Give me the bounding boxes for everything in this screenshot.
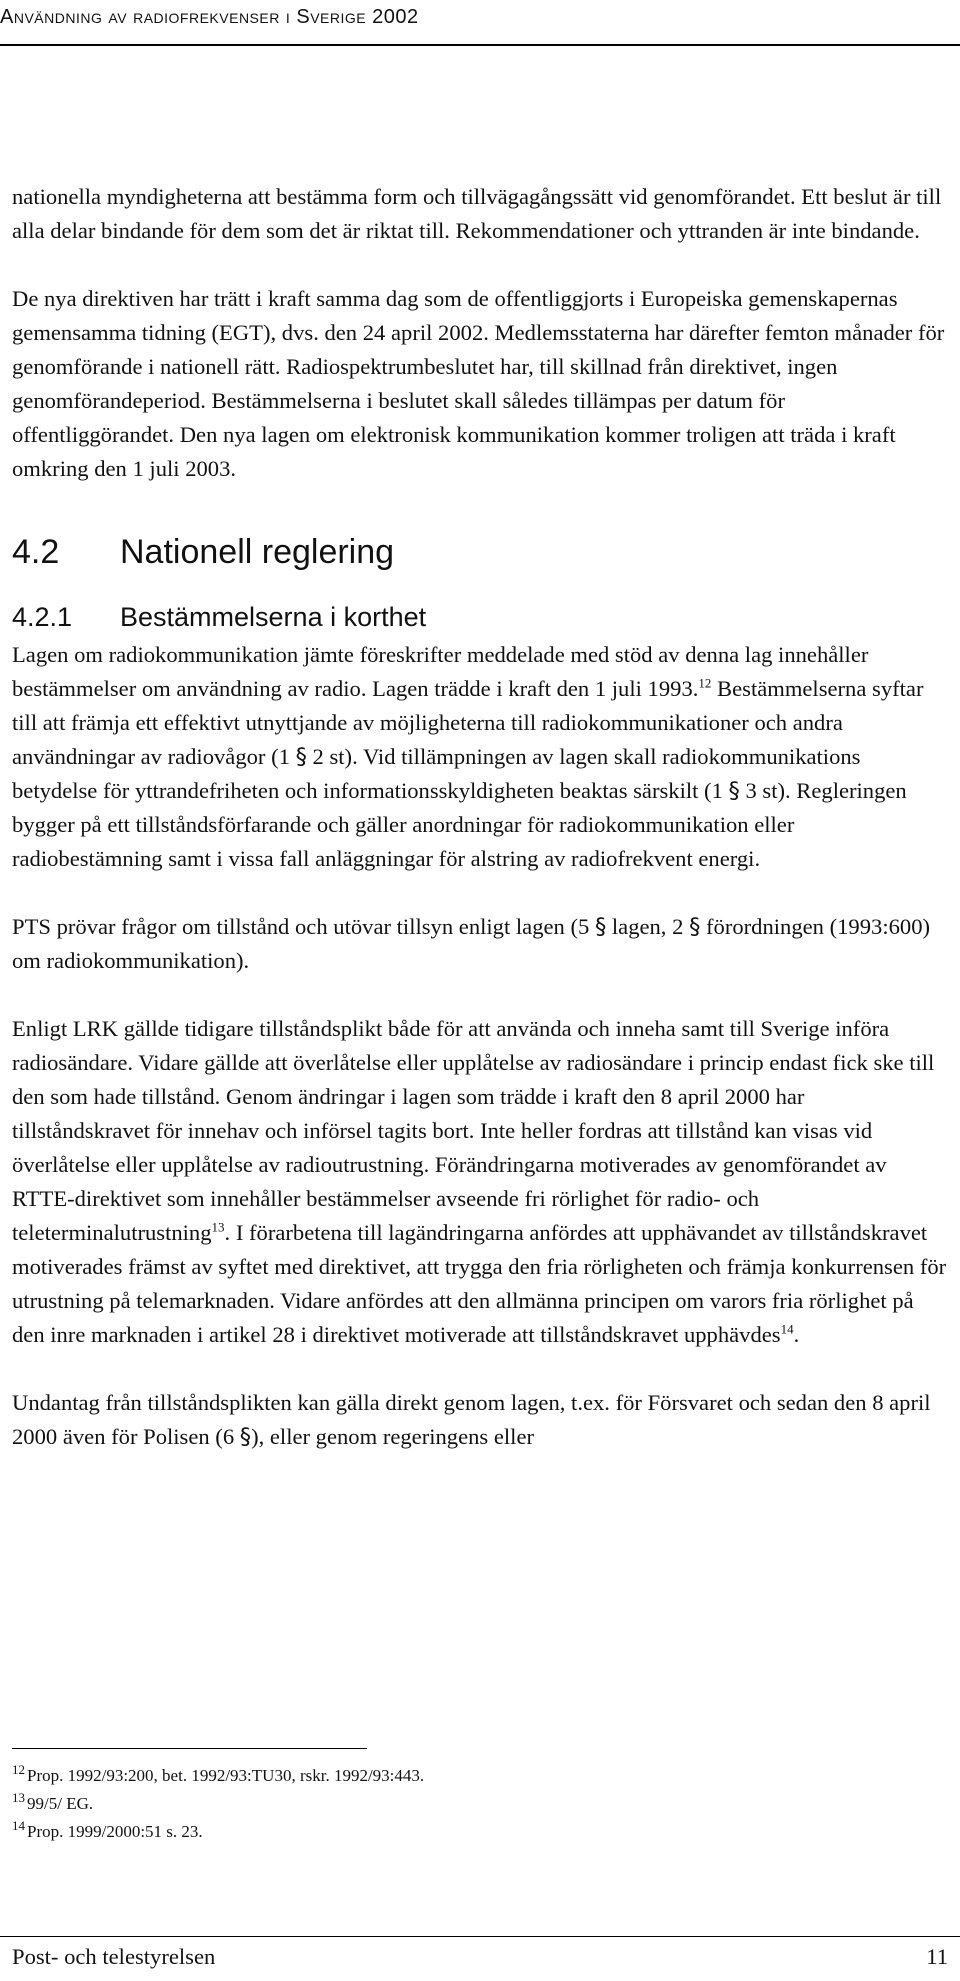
footnote-ref[interactable]: 13 <box>211 1219 225 1235</box>
subsection-heading <box>12 600 947 634</box>
section-number: 4.2 <box>12 533 60 571</box>
section-title: Nationell reglering <box>120 533 395 571</box>
footnotes <box>12 1762 947 1846</box>
footnote: $^{13}$ 99/5/ EG. <box>12 1790 94 1813</box>
subsection-number: 4.2.1 <box>12 602 73 632</box>
footnote: $^{12}$ Prop. 1992/93:200, bet. 1992/93:TU30, rskr. 1992/93:443. <box>12 1762 425 1785</box>
page-header <box>0 0 960 46</box>
body-text <box>12 180 947 1454</box>
running-title: Användning av radiofrekvenser i Sverige 2002 <box>0 6 419 28</box>
section-heading <box>12 532 947 572</box>
paragraph: PTS prövar frågor om tillstånd och utövar tillsyn enligt lagen (5 § lagen, 2 § förordningen (1993:600) om radiokommunikation). <box>12 914 931 973</box>
paragraph: Enligt LRK gällde tidigare tillståndsplikt både för att använda och inneha samt till Sverige införa radiosändare. Vidare gällde att överlåtelse eller upplåtelse av radiosändare i princip endast fick ske till den som hade tillstånd. Genom ändringar i lagen som trädde i kraft den 8 april 2000 har tillståndskravet för innehav och införsel tagits bort. Inte heller fordras att tillstånd kan visas vid överlåtelse eller upplåtelse av radioutrustning. Förändringarna motiverades av genomförandet av RTTE-direktivet som innehåller bestämmelser avseende fri rörlighet för radio- och teleterminalutrustning$^{13}$. I förarbetena till lagändringarna anfördes att upphävandet av tillståndskravet motiverades främst av syftet med direktivet, att trygga den fria rörligheten och främja konkurrensen för utrustning på telemarknaden. Vidare anfördes att den allmänna principen om varors fria rörlighet på den inre marknaden i artikel 28 i direktivet motiverade att tillståndskravet upphävdes$^{14}$. <box>12 1016 947 1347</box>
paragraph: Lagen om radiokommunikation jämte föreskrifter meddelade med stöd av denna lag innehåller bestämmelser om användning av radio. Lagen trädde i kraft den 1 juli 1993.12 Bestämmelserna syftar till att främja ett effektivt utnyttjande av möjligheterna till radiokommunikationer och andra användningar av radiovågor (1 § 2 st). Vid tillämpningen av lagen skall radiokommunikations betydelse för yttrandefriheten och informationsskyldigheten beaktas särskilt (1 § 3 st). Regleringen bygger på ett tillståndsförfarande och gäller anordningar för radiokommunikation eller radiobestämning samt i vissa fall anläggningar för alstring av radiofrekvent energi. <box>12 642 924 871</box>
footer-divider <box>0 1936 960 1937</box>
footnote-divider <box>12 1748 367 1749</box>
page-number: 11 <box>926 1944 948 1969</box>
footer-publisher: Post- och telestyrelsen <box>12 1944 216 1969</box>
footnote-ref[interactable]: 12 <box>698 675 712 691</box>
paragraph: De nya direktiven har trätt i kraft samma dag som de offentliggjorts i Europeiska gemenskapernas gemensamma tidning (EGT), dvs. den 24 april 2002. Medlemsstaterna har därefter femton månader för genomförande i nationell rätt. Radiospektrumbeslutet har, till skillnad från direktivet, ingen genomförandeperiod. Bestämmelserna i beslutet skall således tillämpas per datum för offentliggörandet. Den nya lagen om elektronisk kommunikation kommer troligen att träda i kraft omkring den 1 juli 2003. <box>12 286 945 481</box>
subsection-title: Bestämmelserna i korthet <box>120 602 427 632</box>
footnote: $^{14}$ Prop. 1999/2000:51 s. 23. <box>12 1818 203 1841</box>
paragraph: Undantag från tillståndsplikten kan gälla direkt genom lagen, t.ex. för Försvaret och sedan den 8 april 2000 även för Polisen (6 §), eller genom regeringens eller <box>12 1390 931 1450</box>
footnote-ref[interactable]: 14 <box>780 1321 794 1337</box>
paragraph: nationella myndigheterna att bestämma form och tillvägagångssätt vid genomförandet. Ett beslut är till alla delar bindande för dem som det är riktat till. Rekommendationer och yttranden är inte bindande. <box>12 184 942 243</box>
